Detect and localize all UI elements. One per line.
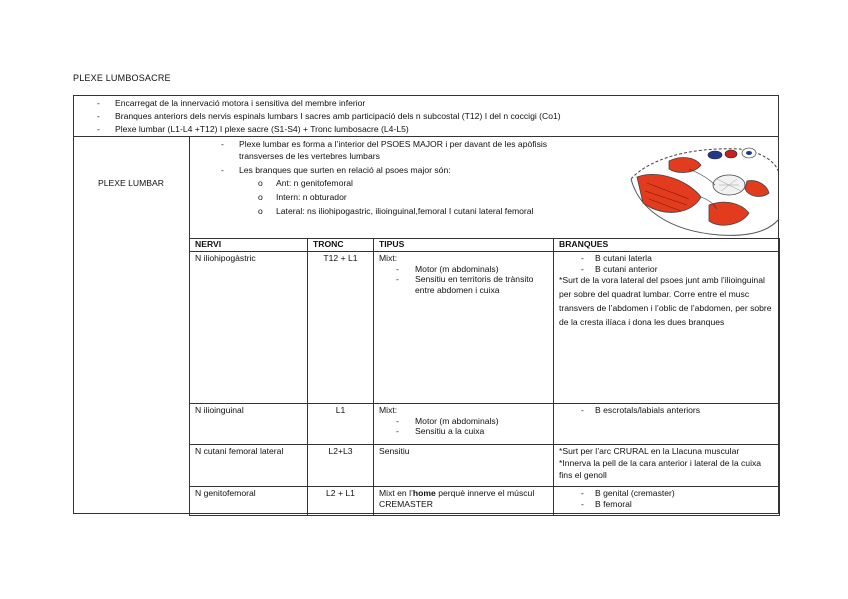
tronc-cell: T12 + L1 [308, 252, 374, 404]
circle-bullet: o [258, 206, 263, 216]
branch-item [559, 264, 774, 275]
plexe-lumbar-label: PLEXE LUMBAR [98, 178, 164, 188]
column-header: TIPUS [374, 239, 554, 252]
tipus-bold-text: home [412, 488, 436, 498]
tipus-cell [374, 252, 554, 404]
intro-box [73, 95, 779, 137]
circle-bullet: o [258, 178, 263, 188]
dash-bullet: - [221, 139, 224, 149]
table-header-row [190, 239, 780, 252]
dash-bullet: - [396, 274, 399, 285]
intro-line [74, 123, 778, 136]
dash-bullet: - [396, 415, 399, 426]
tipus-title: Mixt: [379, 253, 398, 263]
dash-bullet: - [97, 124, 100, 135]
nervi-cell: N cutani femoral lateral [190, 445, 308, 487]
branch-item-text: B cutani laterla [595, 253, 652, 263]
tipus-cell [374, 487, 554, 516]
branques-cell [554, 404, 780, 445]
column-header: BRANQUES [554, 239, 780, 252]
intro-line [74, 97, 778, 110]
branques-cell [554, 252, 780, 404]
tipus-item-text: Sensitiu en territoris de trànsito entre abdomen i cuixa [415, 274, 534, 296]
dash-bullet: - [97, 98, 100, 109]
branch-item [559, 405, 774, 416]
dash-bullet: - [221, 165, 224, 175]
table-row [190, 404, 780, 445]
branch-note: *Surt per l’arc CRURAL en la Llacuna muscular [559, 446, 740, 456]
branch-item: Ant: n genitofemoral [276, 178, 353, 188]
dash-bullet: - [581, 498, 584, 509]
branch-note: *Innerva la pell de la cara anterior i lateral de la cuixa fins el genoll [559, 457, 762, 481]
branch-item-text: B cutani anterior [595, 263, 658, 274]
branch-item: Lateral: ns iliohipogastric, ilioinguinal,femoral I cutani lateral femoral [276, 206, 534, 216]
dash-bullet: - [581, 405, 584, 415]
dash-bullet: - [581, 253, 584, 263]
tipus-item-text: Motor (m abdominals) [415, 415, 499, 426]
branch-item [559, 253, 774, 264]
plexe-label-cell [74, 136, 190, 513]
table-row [190, 252, 780, 404]
tipus-item [379, 426, 548, 437]
tipus-item [379, 416, 548, 427]
table-row [190, 445, 780, 487]
branch-item [559, 488, 774, 499]
dash-bullet: - [396, 263, 399, 274]
psoas-anatomy-illustration [629, 139, 781, 237]
tipus-cell [374, 404, 554, 445]
tipus-cell: Sensitiu [374, 445, 554, 487]
intro-text: Encarregat de la innervació motora i sensitiva del membre inferior [115, 98, 366, 109]
branch-item-text: B femoral [595, 498, 632, 509]
intro-line [74, 110, 778, 123]
table-row [190, 487, 780, 516]
tipus-text: perquè innerve el múscul CREMASTER [379, 488, 535, 509]
branch-item-text: B genital (cremaster) [595, 488, 675, 498]
dash-bullet: - [581, 263, 584, 274]
tipus-title: Mixt: [379, 405, 398, 415]
intro-text: Plexe lumbar (L1-L4 +T12) I plexe sacre (S1-S4) + Tronc lumbosacre (L4-L5) [115, 124, 409, 135]
branques-cell [554, 445, 780, 487]
tipus-item [379, 274, 548, 295]
nervi-cell: N genitofemoral [190, 487, 308, 516]
nervi-cell: N iliohipogàstric [190, 252, 308, 404]
branch-item [559, 499, 774, 510]
intro-text: Branques anteriors dels nervis espinals lumbars I sacres amb participació dels n subcostal (T12) I del n coccigi (Co1) [115, 111, 561, 122]
tipus-item-text: Sensitiu a la cuixa [415, 426, 485, 437]
desc-line: Plexe lumbar es forma a l’interior del PSOES MAJOR i per davant de les apòfisis [239, 139, 548, 149]
branch-note: *Surt de la vora lateral del psoes junt amb l’ilioinguinal per sobre del quadrat lumbar. Corre entre el musc transvers de l’abdomen i l’oblic de l’abdomen, per sobre de la cresta ilíaca i dona les dues branques [559, 275, 772, 327]
nerves-table [189, 238, 780, 516]
branch-item-text: B escrotals/labials anteriors [595, 405, 701, 415]
tipus-item-text: Motor (m abdominals) [415, 263, 499, 274]
branch-item: Intern: n obturador [276, 192, 347, 202]
dash-bullet: - [396, 426, 399, 437]
desc-line: transverses de les vertebres lumbars [239, 151, 380, 161]
column-header: TRONC [308, 239, 374, 252]
dash-bullet: - [581, 488, 584, 498]
branques-cell [554, 487, 780, 516]
tronc-cell: L2 + L1 [308, 487, 374, 516]
desc-line: Les branques que surten en relació al psoes major són: [239, 165, 451, 175]
tipus-text: Mixt en l’ [379, 488, 413, 498]
page-title: PLEXE LUMBOSACRE [73, 73, 171, 83]
dash-bullet: - [97, 111, 100, 122]
circle-bullet: o [258, 192, 263, 202]
tronc-cell: L1 [308, 404, 374, 445]
tipus-item [379, 264, 548, 275]
column-header: NERVI [190, 239, 308, 252]
tronc-cell: L2+L3 [308, 445, 374, 487]
nervi-cell: N ilioinguinal [190, 404, 308, 445]
